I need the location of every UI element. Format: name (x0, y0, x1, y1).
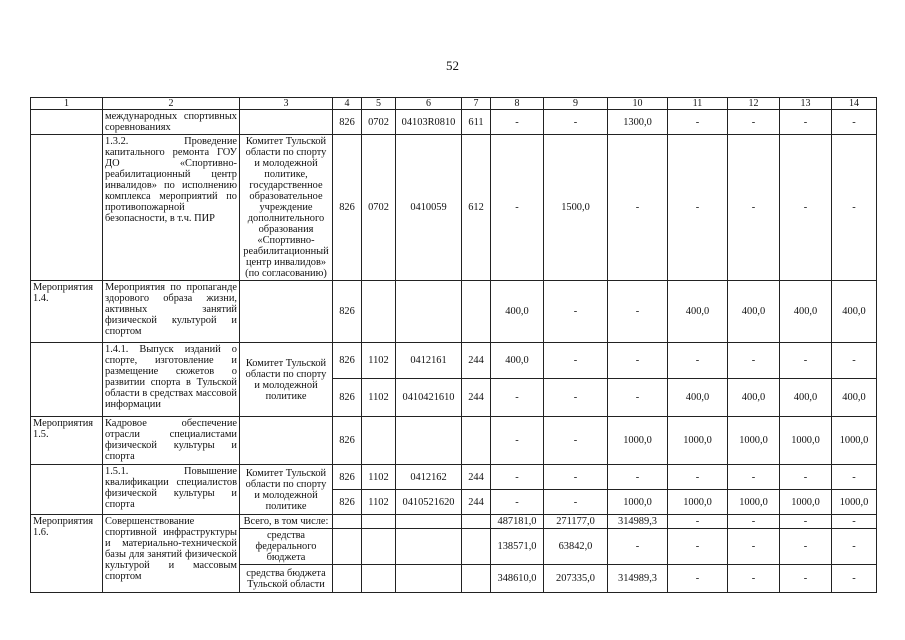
description-cell: Кадровое обеспечение отрасли специалистами физической культуры и спорта (103, 417, 240, 465)
grbs-cell: 826 (333, 110, 362, 135)
header-cell: 13 (780, 98, 832, 110)
section-cell: 1102 (362, 465, 396, 490)
value-cell: - (668, 529, 728, 565)
value-cell: - (544, 465, 608, 490)
target-article-cell: 0410421610 (396, 379, 462, 417)
grbs-cell: 826 (333, 343, 362, 379)
table-row (31, 135, 877, 281)
value-cell: - (780, 135, 832, 281)
value-cell: - (491, 465, 544, 490)
description-cell: Мероприятия по пропаганде здорового образа жизни, активных занятий физической культурой и спортом (103, 281, 240, 343)
value-cell: 138571,0 (491, 529, 544, 565)
description-cell: 1.3.2. Проведение капитального ремонта ГОУ ДО «Спортивно-реабилитационный центр инвалидов» по исполнению комплекса мероприятий по противопожарной безопасности, в т.ч. ПИР (103, 135, 240, 281)
value-cell: - (832, 465, 877, 490)
expense-type-cell (462, 529, 491, 565)
description-cell: 1.4.1. Выпуск изданий о спорте, изготовление и размещение сюжетов о развитии спорта в Тульской области в средствах массовой информации (103, 343, 240, 417)
value-cell: 400,0 (491, 281, 544, 343)
value-cell: - (608, 343, 668, 379)
target-article-cell (396, 417, 462, 465)
table-row (31, 110, 877, 135)
value-cell: - (491, 379, 544, 417)
grbs-cell: 826 (333, 490, 362, 515)
target-article-cell: 0410059 (396, 135, 462, 281)
value-cell: 400,0 (491, 343, 544, 379)
table-row (31, 515, 877, 529)
value-cell: - (728, 110, 780, 135)
grbs-cell (333, 515, 362, 529)
value-cell: - (668, 465, 728, 490)
grbs-cell: 826 (333, 281, 362, 343)
header-row (31, 98, 877, 110)
header-cell: 7 (462, 98, 491, 110)
value-cell: 400,0 (780, 379, 832, 417)
value-cell: 207335,0 (544, 565, 608, 593)
value-cell: - (608, 465, 668, 490)
target-article-cell: 0412162 (396, 465, 462, 490)
grbs-cell: 826 (333, 379, 362, 417)
event-cell: Мероприятия 1.6. (31, 515, 103, 593)
value-cell: 1000,0 (832, 417, 877, 465)
expense-type-cell (462, 515, 491, 529)
target-article-cell (396, 515, 462, 529)
description-cell: международных спортивных соревнованиях (103, 110, 240, 135)
value-cell: - (608, 135, 668, 281)
value-cell: - (832, 565, 877, 593)
section-cell: 1102 (362, 343, 396, 379)
header-cell: 12 (728, 98, 780, 110)
grbs-cell: 826 (333, 465, 362, 490)
executor-cell: средства бюджета Тульской области (240, 565, 333, 593)
value-cell: - (728, 343, 780, 379)
executor-cell: Комитет Тульской области по спорту и молодежной политике (240, 465, 333, 515)
table-row (31, 417, 877, 465)
target-article-cell (396, 529, 462, 565)
section-cell: 1102 (362, 490, 396, 515)
value-cell: - (668, 343, 728, 379)
value-cell: 400,0 (668, 281, 728, 343)
value-cell: - (780, 565, 832, 593)
target-article-cell (396, 281, 462, 343)
expense-type-cell: 244 (462, 465, 491, 490)
value-cell: - (491, 417, 544, 465)
expense-type-cell (462, 281, 491, 343)
value-cell: - (668, 135, 728, 281)
value-cell: 1000,0 (728, 417, 780, 465)
expense-type-cell: 244 (462, 379, 491, 417)
event-cell: Мероприятия 1.4. (31, 281, 103, 343)
budget-table (30, 97, 877, 593)
value-cell: - (780, 515, 832, 529)
header-cell: 8 (491, 98, 544, 110)
value-cell: 1000,0 (608, 490, 668, 515)
value-cell: - (780, 465, 832, 490)
executor-cell (240, 417, 333, 465)
target-article-cell: 0412161 (396, 343, 462, 379)
value-cell: - (780, 110, 832, 135)
section-cell: 0702 (362, 110, 396, 135)
value-cell: 1000,0 (728, 490, 780, 515)
grbs-cell: 826 (333, 135, 362, 281)
target-article-cell (396, 565, 462, 593)
event-cell (31, 135, 103, 281)
table-row (31, 343, 877, 379)
expense-type-cell (462, 417, 491, 465)
value-cell: 1000,0 (608, 417, 668, 465)
value-cell: - (728, 515, 780, 529)
value-cell: - (544, 281, 608, 343)
value-cell: 1300,0 (608, 110, 668, 135)
value-cell: - (728, 565, 780, 593)
grbs-cell (333, 529, 362, 565)
event-cell (31, 110, 103, 135)
section-cell (362, 417, 396, 465)
header-cell: 1 (31, 98, 103, 110)
value-cell: 1000,0 (668, 490, 728, 515)
value-cell: - (544, 343, 608, 379)
header-cell: 3 (240, 98, 333, 110)
value-cell: 400,0 (668, 379, 728, 417)
value-cell: - (544, 417, 608, 465)
section-cell (362, 281, 396, 343)
value-cell: - (668, 565, 728, 593)
grbs-cell: 826 (333, 417, 362, 465)
expense-type-cell: 244 (462, 343, 491, 379)
header-cell: 11 (668, 98, 728, 110)
value-cell: 400,0 (832, 281, 877, 343)
value-cell: - (608, 281, 668, 343)
value-cell: - (728, 529, 780, 565)
value-cell: 1500,0 (544, 135, 608, 281)
header-cell: 10 (608, 98, 668, 110)
value-cell: - (608, 529, 668, 565)
value-cell: - (608, 379, 668, 417)
value-cell: - (491, 490, 544, 515)
section-cell (362, 529, 396, 565)
value-cell: - (832, 529, 877, 565)
value-cell: - (832, 343, 877, 379)
section-cell: 0702 (362, 135, 396, 281)
header-cell: 5 (362, 98, 396, 110)
value-cell: 271177,0 (544, 515, 608, 529)
header-cell: 9 (544, 98, 608, 110)
value-cell: 400,0 (832, 379, 877, 417)
value-cell: - (832, 515, 877, 529)
executor-cell: Всего, в том числе: (240, 515, 333, 529)
value-cell: 487181,0 (491, 515, 544, 529)
value-cell: 1000,0 (780, 417, 832, 465)
value-cell: 1000,0 (668, 417, 728, 465)
executor-cell (240, 281, 333, 343)
value-cell: - (544, 110, 608, 135)
value-cell: - (780, 529, 832, 565)
expense-type-cell: 244 (462, 490, 491, 515)
value-cell: - (780, 343, 832, 379)
value-cell: - (544, 379, 608, 417)
value-cell: 400,0 (728, 379, 780, 417)
value-cell: 1000,0 (780, 490, 832, 515)
section-cell (362, 515, 396, 529)
value-cell: - (728, 135, 780, 281)
expense-type-cell (462, 565, 491, 593)
value-cell: 1000,0 (832, 490, 877, 515)
value-cell: 314989,3 (608, 565, 668, 593)
grbs-cell (333, 565, 362, 593)
section-cell: 1102 (362, 379, 396, 417)
executor-cell (240, 110, 333, 135)
value-cell: - (728, 465, 780, 490)
value-cell: 63842,0 (544, 529, 608, 565)
value-cell: 314989,3 (608, 515, 668, 529)
executor-cell: Комитет Тульской области по спорту и молодежной политике (240, 343, 333, 417)
event-cell (31, 465, 103, 515)
executor-cell: средства федерального бюджета (240, 529, 333, 565)
value-cell: - (491, 110, 544, 135)
value-cell: - (491, 135, 544, 281)
event-cell (31, 343, 103, 417)
value-cell: - (832, 135, 877, 281)
target-article-cell: 0410521620 (396, 490, 462, 515)
target-article-cell: 04103R0810 (396, 110, 462, 135)
value-cell: - (544, 490, 608, 515)
header-cell: 14 (832, 98, 877, 110)
value-cell: - (832, 110, 877, 135)
value-cell: 400,0 (728, 281, 780, 343)
page-number: 52 (446, 58, 459, 73)
table-row (31, 281, 877, 343)
expense-type-cell: 612 (462, 135, 491, 281)
value-cell: - (668, 110, 728, 135)
expense-type-cell: 611 (462, 110, 491, 135)
description-cell: Совершенствование спортивной инфраструктуры и материально-технической базы для занятий физической культурой и массовым спортом (103, 515, 240, 593)
value-cell: 348610,0 (491, 565, 544, 593)
header-cell: 6 (396, 98, 462, 110)
value-cell: - (668, 515, 728, 529)
table-row (31, 465, 877, 490)
description-cell: 1.5.1. Повышение квалификации специалистов физической культуры и спорта (103, 465, 240, 515)
section-cell (362, 565, 396, 593)
header-cell: 4 (333, 98, 362, 110)
event-cell: Мероприятия 1.5. (31, 417, 103, 465)
header-cell: 2 (103, 98, 240, 110)
value-cell: 400,0 (780, 281, 832, 343)
executor-cell: Комитет Тульской области по спорту и молодежной политике, государственное образовательное учреждение дополнительного образования «Спортивно-реабилитационный центр инвалидов» (по согласованию) (240, 135, 333, 281)
